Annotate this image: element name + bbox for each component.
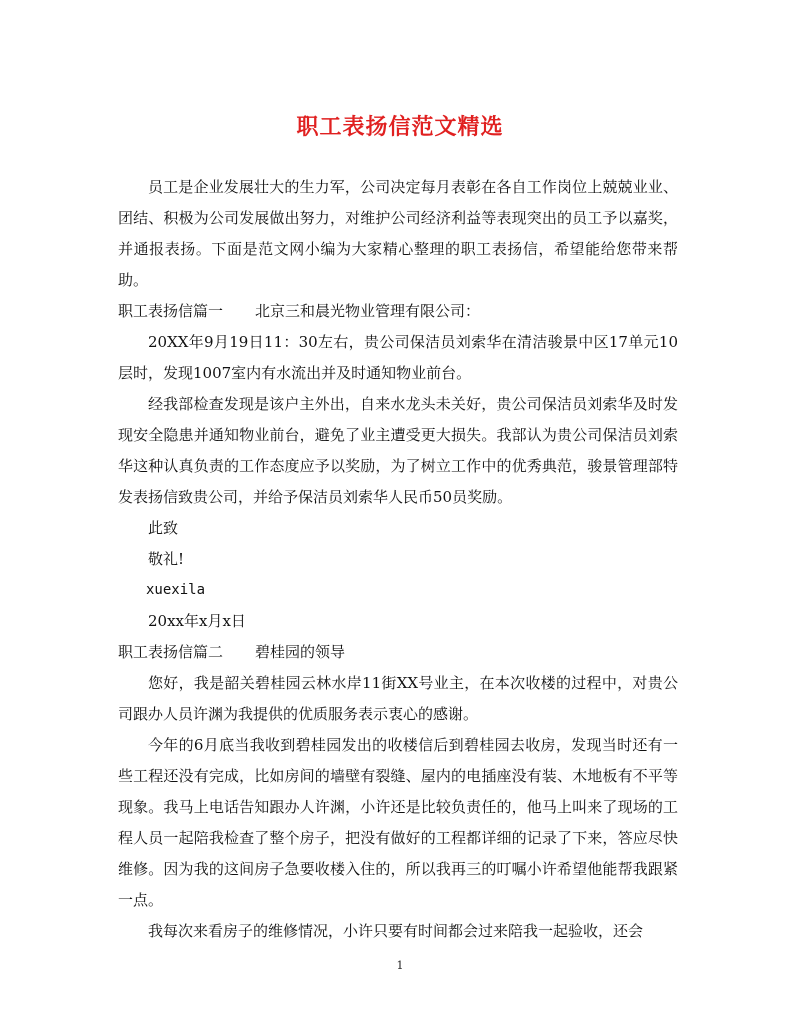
letter1-paragraph-1: 20XX年9月19日11：30左右，贵公司保洁员刘索华在清洁骏景中区17单元10层时，发现1007室内有水流出并及时通知物业前台。 (118, 333, 678, 382)
page-number: 1 (396, 959, 404, 972)
letter2-heading-line (118, 637, 678, 668)
letter2-heading: 职工表扬信篇二 (118, 643, 224, 661)
letter1-heading-line (118, 296, 678, 327)
document-title: 职工表扬信范文精选 (296, 114, 504, 140)
letter2-recipient: 碧桂园的领导 (255, 643, 346, 661)
letter1-date: 20xx年x月x日 (148, 612, 246, 630)
letter1-signature: xuexila (146, 582, 206, 598)
document-body (118, 172, 678, 947)
letter1-closing-2: 敬礼! (148, 550, 185, 568)
letter2-paragraph-2: 今年的6月底当我收到碧桂园发出的收楼信后到碧桂园去收房，发现当时还有一些工程还没有完成，比如房间的墙壁有裂缝、屋内的电插座没有装、木地板有不平等现象。我马上电话告知跟办人许渊，小许还是比较负责任的，他马上叫来了现场的工程人员一起陪我检查了整个房子，把没有做好的工程都详细的记录了下来，答应尽快维修。因为我的这间房子急要收楼入住的，所以我再三的叮嘱小许希望他能帮我跟紧一点。 (118, 736, 678, 909)
letter1-heading: 职工表扬信篇一 (118, 302, 224, 320)
letter1-closing-1: 此致 (148, 519, 179, 537)
letter2-paragraph-1: 您好，我是韶关碧桂园云林水岸11街XX号业主，在本次收楼的过程中，对贵公司跟办人员许渊为我提供的优质服务表示衷心的感谢。 (118, 674, 678, 723)
letter1-paragraph-2: 经我部检查发现是该户主外出，自来水龙头未关好，贵公司保洁员刘索华及时发现安全隐患并通知物业前台，避免了业主遭受更大损失。我部认为贵公司保洁员刘索华这种认真负责的工作态度应予以奖励，为了树立工作中的优秀典范，骏景管理部特发表扬信致贵公司，并给予保洁员刘索华人民币50员奖励。 (118, 395, 678, 506)
letter2-paragraph-3: 我每次来看房子的维修情况，小许只要有时间都会过来陪我一起验收，还会 (148, 922, 644, 940)
letter1-recipient: 北京三和晨光物业管理有限公司： (255, 302, 481, 320)
intro-paragraph: 员工是企业发展壮大的生力军，公司决定每月表彰在各自工作岗位上兢兢业业、团结、积极为公司发展做出努力，对维护公司经济利益等表现突出的员工予以嘉奖，并通报表扬。下面是范文网小编为大家精心整理的职工表扬信，希望能给您带来帮助。 (118, 178, 678, 289)
